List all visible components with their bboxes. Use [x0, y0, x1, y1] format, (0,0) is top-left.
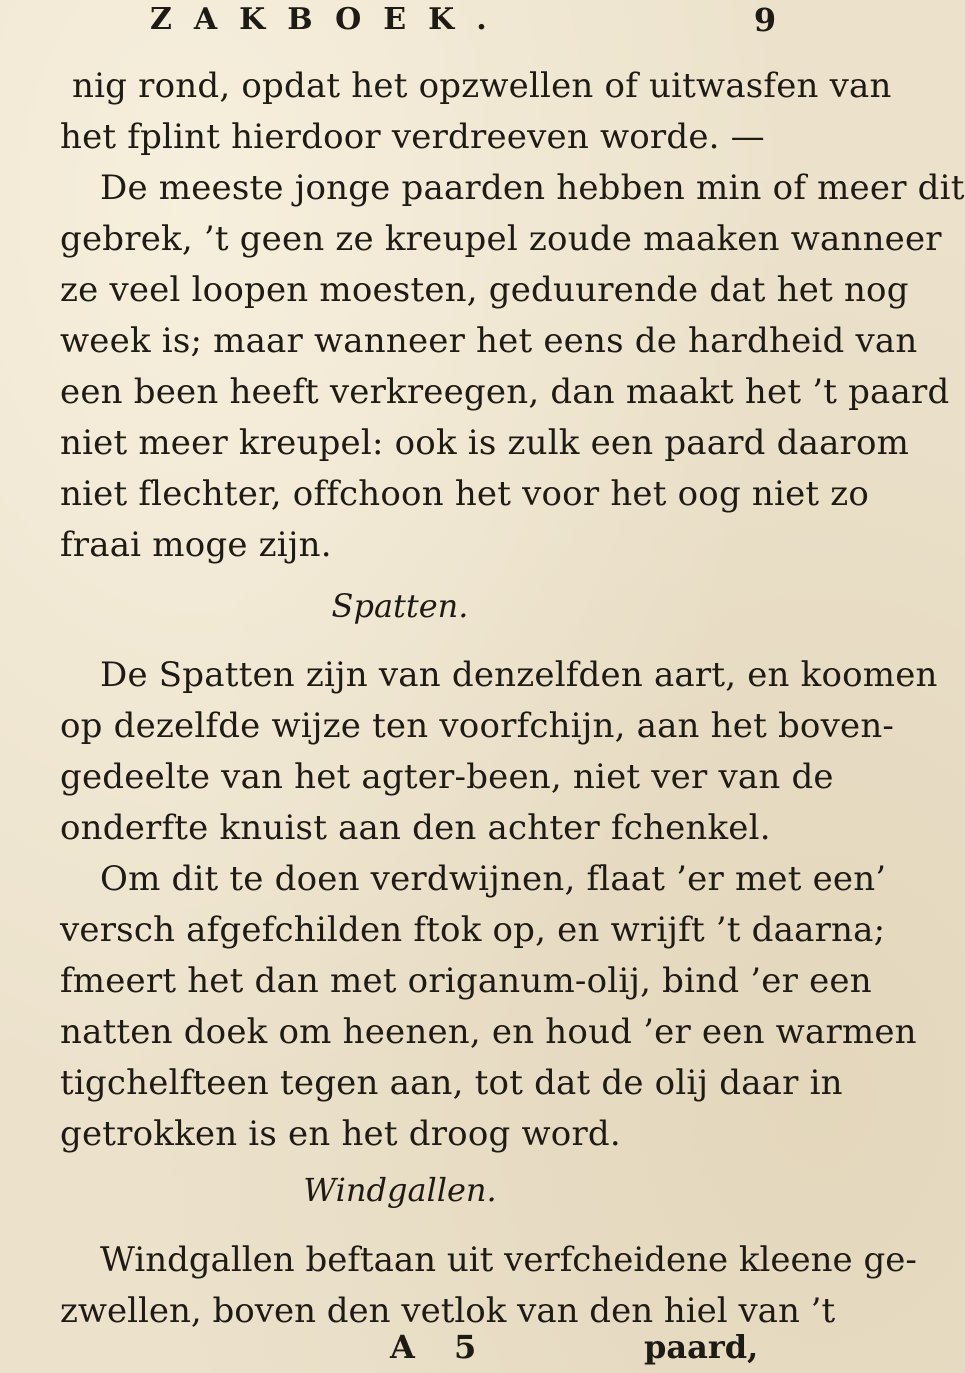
- text-line: gebrek, ’t geen ze kreupel zoude maaken wanneer: [60, 219, 942, 259]
- text-line: gedeelte van het agter-been, niet ver van de: [60, 757, 834, 797]
- text-line: versch afgefchilden ftok op, en wrijft ’t daarna;: [60, 910, 886, 950]
- text-line: getrokken is en het droog word.: [60, 1114, 621, 1154]
- text-line: fraai moge zijn.: [60, 525, 332, 565]
- text-line: De Spatten zijn van denzelfden aart, en koomen: [100, 655, 938, 695]
- text-line: onderfte knuist aan den achter fchenkel.: [60, 808, 771, 848]
- text-line: niet meer kreupel: ook is zulk een paard daarom: [60, 423, 910, 463]
- text-line: De meeste jonge paarden hebben min of meer dit: [100, 168, 965, 208]
- page-footer: [0, 1330, 800, 1366]
- text-line: Om dit te doen verdwijnen, flaat ’er met een’: [100, 859, 887, 899]
- text-line: nig rond, opdat het opzwellen of uitwasfen van: [72, 66, 892, 106]
- text-line: zwellen, boven den vetlok van den hiel van ’t: [60, 1291, 836, 1331]
- section-heading-windgallen: Windgallen.: [303, 1171, 497, 1209]
- running-head: ZAKBOEK.: [150, 2, 509, 37]
- text-line: niet flechter, offchoon het voor het oog niet zo: [60, 474, 870, 514]
- text-line: tigchelfteen tegen aan, tot dat de olij daar in: [60, 1063, 843, 1103]
- text-line: een been heeft verkreegen, dan maakt het ’t paard: [60, 372, 950, 412]
- text-line: ze veel loopen moesten, geduurende dat het nog: [60, 270, 909, 310]
- catchword: paard,: [644, 1328, 759, 1366]
- page-number: 9: [753, 1, 777, 39]
- text-line: op dezelfde wijze ten voorfchijn, aan het boven-: [60, 706, 895, 746]
- text-line: week is; maar wanneer het eens de hardheid van: [60, 321, 918, 361]
- signature-mark: A 5: [390, 1328, 491, 1366]
- text-line: Windgallen beftaan uit verfcheidene kleene ge-: [100, 1240, 917, 1280]
- text-line: natten doek om heenen, en houd ’er een warmen: [60, 1012, 917, 1052]
- text-line: fmeert het dan met origanum-olij, bind ’er een: [60, 961, 872, 1001]
- section-heading-spatten: Spatten.: [331, 587, 469, 625]
- text-line: het fplint hierdoor verdreeven worde. —: [60, 117, 765, 157]
